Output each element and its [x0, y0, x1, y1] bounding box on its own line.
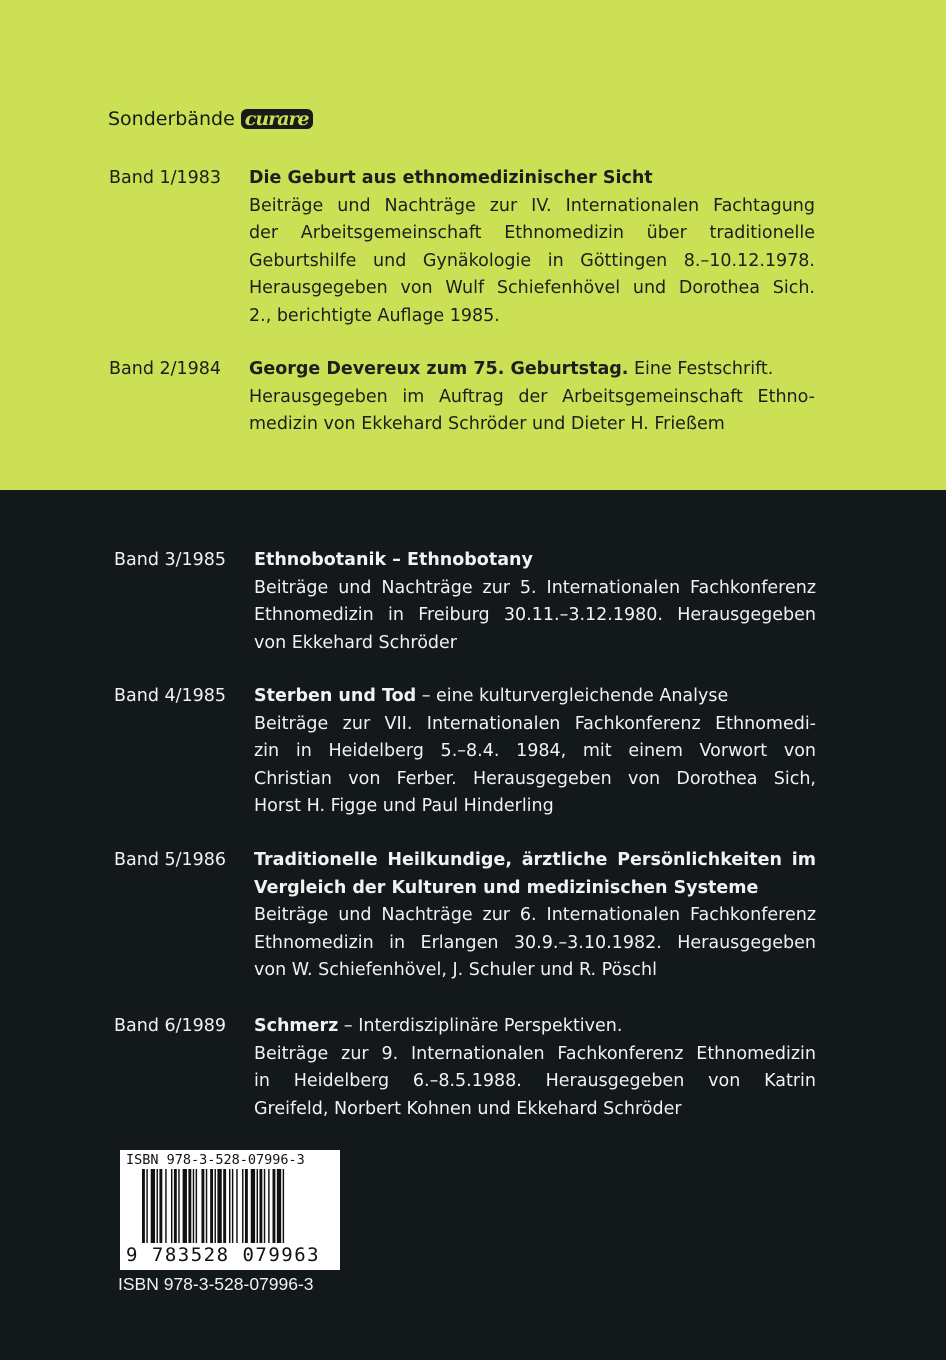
entry-band-2: [109, 356, 815, 439]
entry-line: zin in Heidelberg 5.–8.4. 1984, mit einem Vorwort von: [254, 741, 816, 761]
entry-line: von Ekkehard Schröder: [254, 632, 457, 653]
barcode-bar: [251, 1169, 255, 1243]
barcode-bar: [159, 1169, 162, 1243]
barcode: [120, 1150, 340, 1270]
barcode-bar: [264, 1169, 265, 1243]
barcode-bar: [151, 1169, 155, 1243]
entry-title-suffix: Eine Festschrift.: [628, 359, 774, 379]
isbn-text: ISBN 978-3-528-07996-3: [118, 1274, 314, 1294]
entry-title: Traditionelle Heilkundige, ärztliche Persönlichkeiten im: [254, 850, 816, 870]
entry-body: [249, 356, 815, 439]
barcode-bar: [268, 1169, 269, 1243]
entry-band-1: [109, 165, 815, 330]
entry-body: [254, 683, 816, 821]
entry-line: von W. Schiefenhövel, J. Schuler und R. Pöschl: [254, 960, 657, 980]
entry-line: Horst H. Figge und Paul Hinderling: [254, 796, 554, 816]
entry-title-line-2: Vergleich der Kulturen und medizinischen Systeme: [254, 877, 759, 898]
entry-line: Ethnomedizin in Freiburg 30.11.–3.12.1980. Herausgegeben: [254, 605, 816, 625]
barcode-bar: [215, 1169, 216, 1243]
barcode-bar: [232, 1169, 233, 1243]
barcode-bar: [193, 1169, 194, 1243]
entry-line: Beiträge zur 9. Internationalen Fachkonferenz Ethnomedizin: [254, 1043, 816, 1064]
entry-line: in Heidelberg 6.–8.5.1988. Herausgegeben von Katrin: [254, 1071, 816, 1091]
entry-body: [254, 847, 816, 985]
band-number: Band 3/1985: [114, 550, 227, 570]
barcode-bar: [277, 1169, 281, 1243]
barcode-bar: [257, 1169, 258, 1243]
series-heading: [108, 108, 313, 130]
barcode-digits: 9 783528 079963: [126, 1244, 321, 1266]
entry-line: der Arbeitsgemeinschaft Ethnomedizin über traditionelle: [249, 223, 815, 243]
entry-line: Beiträge und Nachträge zur 6. Internationalen Fachkonferenz: [254, 905, 816, 925]
entry-title-suffix: – eine kulturvergleichende Analyse: [416, 686, 729, 706]
entry-body: [254, 547, 816, 657]
entry-title: George Devereux zum 75. Geburtstag.: [249, 359, 629, 379]
barcode-bar: [188, 1169, 191, 1243]
band-number: Band 4/1985: [114, 686, 227, 706]
entry-line: Herausgegeben im Auftrag der Arbeitsgemeinschaft Ethno-: [249, 386, 815, 407]
barcode-bar: [174, 1169, 177, 1243]
entry-title: Ethnobotanik – Ethnobotany: [254, 550, 533, 570]
entry-line: Beiträge und Nachträge zur 5. Internationalen Fachkonferenz: [254, 577, 816, 598]
barcode-bar: [210, 1169, 213, 1243]
barcode-bar: [157, 1169, 158, 1243]
entry-band-3: [114, 547, 816, 657]
band-number: Band 1/1983: [109, 168, 222, 188]
entry-band-6: [114, 1013, 816, 1123]
entry-band-4: [114, 683, 816, 821]
barcode-bar: [142, 1169, 145, 1243]
series-label: Sonderbände: [108, 108, 235, 130]
entry-line: 2., berichtigte Auflage 1985.: [249, 305, 500, 326]
barcode-bar: [236, 1169, 237, 1243]
barcode-bars: [142, 1169, 322, 1243]
entry-line: Herausgegeben von Wulf Schiefenhövel und Dorothea Sich.: [249, 278, 815, 298]
band-number: Band 2/1984: [109, 359, 222, 379]
barcode-bar: [206, 1169, 207, 1243]
entry-line: Beiträge und Nachträge zur IV. Internationalen Fachtagung: [249, 195, 815, 216]
band-number: Band 5/1986: [114, 850, 227, 870]
entry-line: Geburtshilfe und Gynäkologie in Göttingen 8.–10.12.1978.: [249, 250, 815, 271]
barcode-bar: [242, 1169, 243, 1243]
barcode-bar: [178, 1169, 179, 1243]
entry-line: Beiträge zur VII. Internationalen Fachkonferenz Ethnomedi-: [254, 713, 816, 734]
entry-band-5: [114, 847, 816, 985]
barcode-bar: [245, 1169, 248, 1243]
barcode-bar: [146, 1169, 147, 1243]
barcode-bar: [217, 1169, 221, 1243]
band-number: Band 6/1989: [114, 1016, 227, 1036]
barcode-bar: [183, 1169, 187, 1243]
barcode-bar: [273, 1169, 276, 1243]
barcode-bar: [171, 1169, 172, 1243]
entry-line: Ethnomedizin in Erlangen 30.9.–3.10.1982. Herausgegeben: [254, 932, 816, 953]
barcode-bar: [229, 1169, 230, 1243]
entry-body: [249, 165, 815, 330]
barcode-isbn-label: ISBN 978-3-528-07996-3: [126, 1152, 305, 1168]
barcode-bar: [283, 1169, 284, 1243]
entry-line: medizin von Ekkehard Schröder und Dieter H. Frießem: [249, 414, 725, 434]
entry-title: Schmerz: [254, 1016, 339, 1036]
barcode-bar: [223, 1169, 226, 1243]
barcode-bar: [165, 1169, 166, 1243]
barcode-bar: [196, 1169, 197, 1243]
entry-title-suffix: – Interdisziplinäre Perspektiven.: [338, 1016, 623, 1036]
entry-title: Die Geburt aus ethnomedizinischer Sicht: [249, 168, 653, 188]
barcode-bar: [259, 1169, 262, 1243]
entry-body: [254, 1013, 816, 1123]
barcode-bar: [201, 1169, 204, 1243]
curare-logo: curare: [241, 109, 313, 129]
entry-line: Christian von Ferber. Herausgegeben von Dorothea Sich,: [254, 768, 816, 789]
entry-line: Greifeld, Norbert Kohnen und Ekkehard Schröder: [254, 1098, 682, 1119]
entry-title: Sterben und Tod: [254, 686, 417, 706]
